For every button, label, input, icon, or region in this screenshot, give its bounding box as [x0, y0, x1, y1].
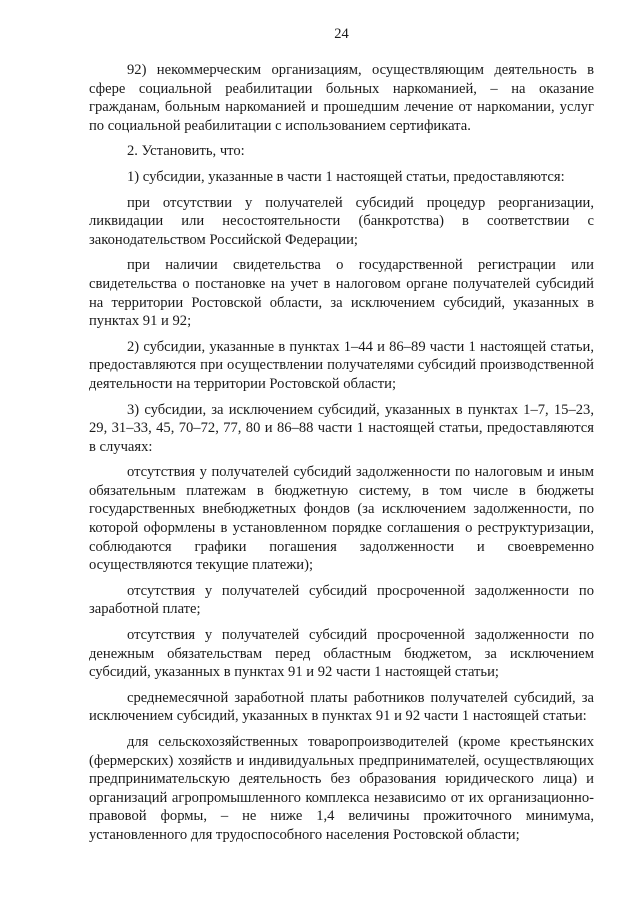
paragraph-subitem-3: 3) субсидии, за исключением субсидий, указанных в пунктах 1–7, 15–23, 29, 31–33, 45, 70–72, 77, 80 и 86–88 части 1 настоящей статьи, предоставляются в случаях: — [89, 401, 594, 455]
paragraph-condition-average-salary: среднемесячной заработной платы работников получателей субсидий, за исключением субсидий, указанных в пунктах 91 и 92 части 1 настоящей статьи: — [89, 689, 594, 725]
paragraph-section-2-intro: 2. Установить, что: — [127, 143, 245, 160]
paragraph-condition-no-reorganization: при отсутствии у получателей субсидий процедур реорганизации, ликвидации или несостоятельности (банкротства) в соответствии с законодательством Российской Федерации; — [89, 194, 594, 248]
page-number: 24 — [334, 26, 349, 42]
paragraph-item-92: 92) некоммерческим организациям, осуществляющим деятельность в сфере социальной реабилитации больных наркоманией, – на оказание гражданам, больным наркоманией и прошедшим лечение от наркомании, услуг по социальной реабилитации с использованием сертификата. — [89, 62, 594, 134]
paragraph-condition-no-wage-arrears: отсутствия у получателей субсидий просроченной задолженности по заработной плате; — [89, 582, 594, 618]
document-body — [89, 61, 594, 852]
paragraph-condition-registration: при наличии свидетельства о государственной регистрации или свидетельства о постановке на учет в налоговом органе получателей субсидий на территории Ростовской области, за исключением субсидий, указанных в пунктах 91 и 92; — [89, 257, 594, 330]
paragraph-subitem-2: 2) субсидии, указанные в пунктах 1–44 и 86–89 части 1 настоящей статьи, предоставляются при осуществлении получателями субсидий производственной деятельности на территории Ростовской области; — [89, 338, 594, 392]
paragraph-condition-no-tax-debt: отсутствия у получателей субсидий задолженности по налоговым и иным обязательным платежам в бюджетную систему, в том числе в бюджеты государственных внебюджетных фондов (за исключением задолженности, по которой оформлены в установленном порядке соглашения о реструктуризации, соблюдаются графики погашения задолженности и своевременно осуществляются текущие платежи); — [89, 464, 594, 574]
paragraph-condition-no-budget-debt: отсутствия у получателей субсидий просроченной задолженности по денежным обязательствам перед областным бюджетом, за исключением субсидий, указанных в пунктах 91 и 92 части 1 настоящей статьи; — [89, 627, 594, 681]
paragraph-subitem-1: 1) субсидии, указанные в части 1 настоящей статьи, предоставляются: — [127, 168, 565, 185]
paragraph-agricultural-producers: для сельскохозяйственных товаропроизводителей (кроме крестьянских (фермерских) хозяйств и индивидуальных предпринимателей, осуществляющих предпринимательскую деятельность без образования юридического лица) и организаций агропромышленного комплекса независимо от их организационно-правовой формы, – не ниже 1,4 величины прожиточного минимума, установленного для трудоспособного населения Ростовской области; — [89, 734, 594, 843]
